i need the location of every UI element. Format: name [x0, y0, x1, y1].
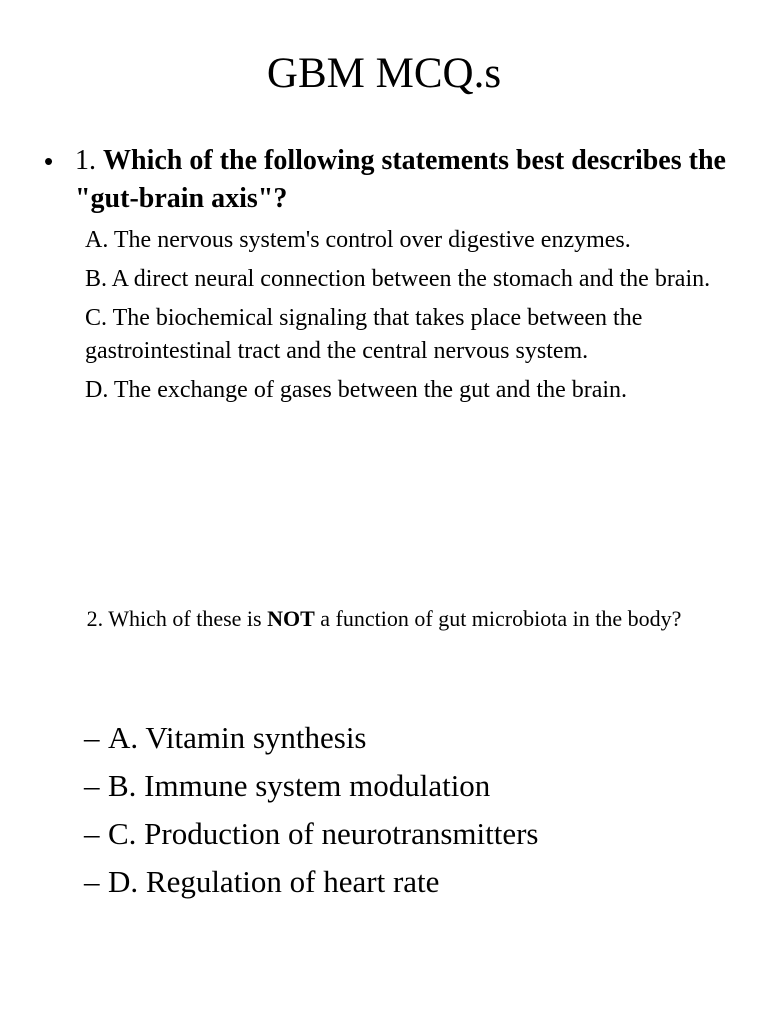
question-1: [44, 142, 734, 413]
question-2-stem: [60, 604, 708, 633]
question-2-option-d: [84, 858, 539, 906]
question-2-option-b: [84, 762, 539, 810]
question-2-option-a: [84, 714, 539, 762]
question-1-number: 1.: [75, 145, 103, 176]
question-2-option-c: [84, 810, 539, 858]
bullet-icon: •: [44, 146, 54, 176]
question-2-option-c-text: C. Production of neurotransmitters: [108, 816, 539, 851]
dash-icon: –: [84, 864, 100, 899]
question-1-option-c: C. The biochemical signaling that takes place between the gastrointestinal tract and the central nervous system.: [85, 305, 643, 364]
question-1-option-b: B. A direct neural connection between the stomach and the brain.: [85, 266, 711, 292]
question-2-prefix: 2. Which of these is: [86, 606, 268, 631]
question-1-options: [85, 224, 734, 407]
question-2-options: [84, 714, 539, 906]
question-2-option-a-text: A. Vitamin synthesis: [108, 720, 367, 755]
question-1-stem: [44, 142, 734, 218]
question-1-option-d: D. The exchange of gases between the gut and the brain.: [85, 377, 628, 403]
question-2-emphasis: NOT: [267, 606, 315, 631]
slide-title: GBM MCQ.s: [266, 50, 502, 97]
dash-icon: –: [84, 816, 100, 851]
question-1-text: Which of the following statements best describes the "gut-brain axis"?: [75, 145, 726, 214]
question-2-option-d-text: D. Regulation of heart rate: [108, 864, 440, 899]
dash-icon: –: [84, 720, 100, 755]
dash-icon: –: [84, 768, 100, 803]
question-2-option-b-text: B. Immune system modulation: [108, 768, 491, 803]
question-1-option-a: A. The nervous system's control over digestive enzymes.: [85, 227, 631, 253]
question-2-suffix: a function of gut microbiota in the body?: [314, 606, 682, 631]
